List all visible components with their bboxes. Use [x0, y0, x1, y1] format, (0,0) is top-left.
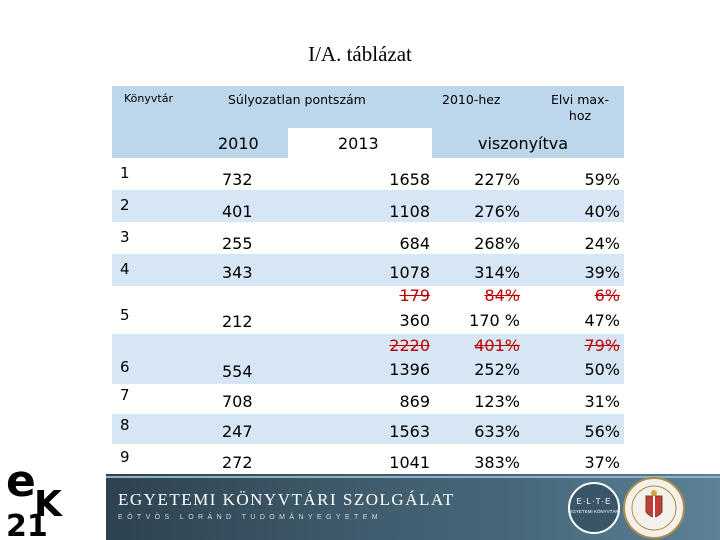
header-konyvtar: Könyvtár: [124, 92, 173, 105]
cell-elvimax: 50%: [584, 360, 620, 379]
ek21-logo-text-top: e: [6, 456, 36, 507]
cell-2010hez: 633%: [474, 422, 520, 441]
cell-2013: 1563: [389, 422, 430, 441]
table-title: I/A. táblázat: [308, 42, 412, 66]
cell-2010: 708: [222, 392, 253, 411]
banner-subtitle: EÖTVÖS LORÁND TUDOMÁNYEGYETEM: [118, 514, 382, 521]
cell-2010: 247: [222, 422, 253, 441]
cell-2010hez-old: 401%: [474, 336, 520, 355]
row-bg-9: [112, 444, 624, 474]
cell-elvimax: 31%: [584, 392, 620, 411]
cell-2013-old: 2220: [389, 336, 430, 355]
cell-2013: 684: [399, 234, 430, 253]
cell-2013: 1108: [389, 202, 430, 221]
row-bg-7: [112, 384, 624, 414]
cell-elvimax: 59%: [584, 170, 620, 189]
row-bg-1: [112, 158, 624, 190]
cell-2010hez: 123%: [474, 392, 520, 411]
cell-elvimax: 47%: [584, 311, 620, 330]
cell-elvimax: 40%: [584, 202, 620, 221]
cell-2010: 732: [222, 170, 253, 189]
cell-elvimax-old: 79%: [584, 336, 620, 355]
row-bg-3: [112, 222, 624, 254]
header-viszonyitva: viszonyítva: [478, 134, 569, 153]
cell-2013: 869: [399, 392, 430, 411]
cell-elvimax: 24%: [584, 234, 620, 253]
ek21-logo: [4, 452, 96, 538]
header-2010hez: 2010-hez: [442, 92, 501, 107]
cell-2010: 401: [222, 202, 253, 221]
cell-2010: 343: [222, 263, 253, 282]
cell-2010hez: 227%: [474, 170, 520, 189]
row-id: 4: [120, 260, 130, 278]
university-seal-icon: [622, 476, 686, 540]
row-bg-8: [112, 414, 624, 444]
cell-2010hez: 170 %: [469, 311, 520, 330]
cell-2010: 554: [222, 362, 253, 381]
cell-2010hez: 276%: [474, 202, 520, 221]
row-id: 5: [120, 306, 130, 324]
row-id: 6: [120, 358, 130, 376]
cell-2010: 255: [222, 234, 253, 253]
cell-2010: 212: [222, 312, 253, 331]
header-row-2-left: [112, 128, 288, 158]
row-bg-6: [112, 334, 624, 384]
row-id: 9: [120, 448, 130, 466]
cell-2010hez: 268%: [474, 234, 520, 253]
cell-2013: 1658: [389, 170, 430, 189]
row-id: 2: [120, 196, 130, 214]
elte-logo-sub: EGYETEMI KÖNYVTÁR: [569, 509, 619, 514]
cell-2010hez: 252%: [474, 360, 520, 379]
cell-2013-old: 179: [399, 286, 430, 305]
elte-logo: [568, 482, 620, 534]
cell-2013: 360: [399, 311, 430, 330]
cell-2010hez: 314%: [474, 263, 520, 282]
cell-elvimax-old: 6%: [594, 286, 620, 305]
cell-2013: 1041: [389, 453, 430, 472]
header-elvimax-2: hoz: [568, 108, 592, 123]
ek21-logo-text-21: 21: [6, 509, 48, 538]
cell-elvimax: 56%: [584, 422, 620, 441]
cell-2013: 1396: [389, 360, 430, 379]
cell-elvimax: 37%: [584, 453, 620, 472]
ek21-logo-text-k: K: [34, 484, 62, 525]
row-bg-5: [112, 286, 624, 334]
cell-2013: 1078: [389, 263, 430, 282]
row-id: 3: [120, 228, 130, 246]
row-id: 1: [120, 164, 130, 182]
row-bg-2: [112, 190, 624, 222]
cell-2010: 272: [222, 453, 253, 472]
header-year-2010: 2010: [218, 134, 259, 153]
row-id: 7: [120, 386, 130, 404]
elte-logo-text: E·L·T·E: [576, 497, 612, 506]
row-bg-4: [112, 254, 624, 286]
data-table: [112, 86, 624, 474]
cell-2010hez: 383%: [474, 453, 520, 472]
header-elvimax-1: Elvi max-: [551, 92, 609, 107]
row-id: 8: [120, 416, 130, 434]
banner-title: EGYETEMI KÖNYVTÁRI SZOLGÁLAT: [118, 490, 455, 509]
header-sulyozatlan: Súlyozatlan pontszám: [228, 92, 366, 107]
header-year-2013: 2013: [338, 134, 379, 153]
cell-elvimax: 39%: [584, 263, 620, 282]
cell-2010hez-old: 84%: [484, 286, 520, 305]
